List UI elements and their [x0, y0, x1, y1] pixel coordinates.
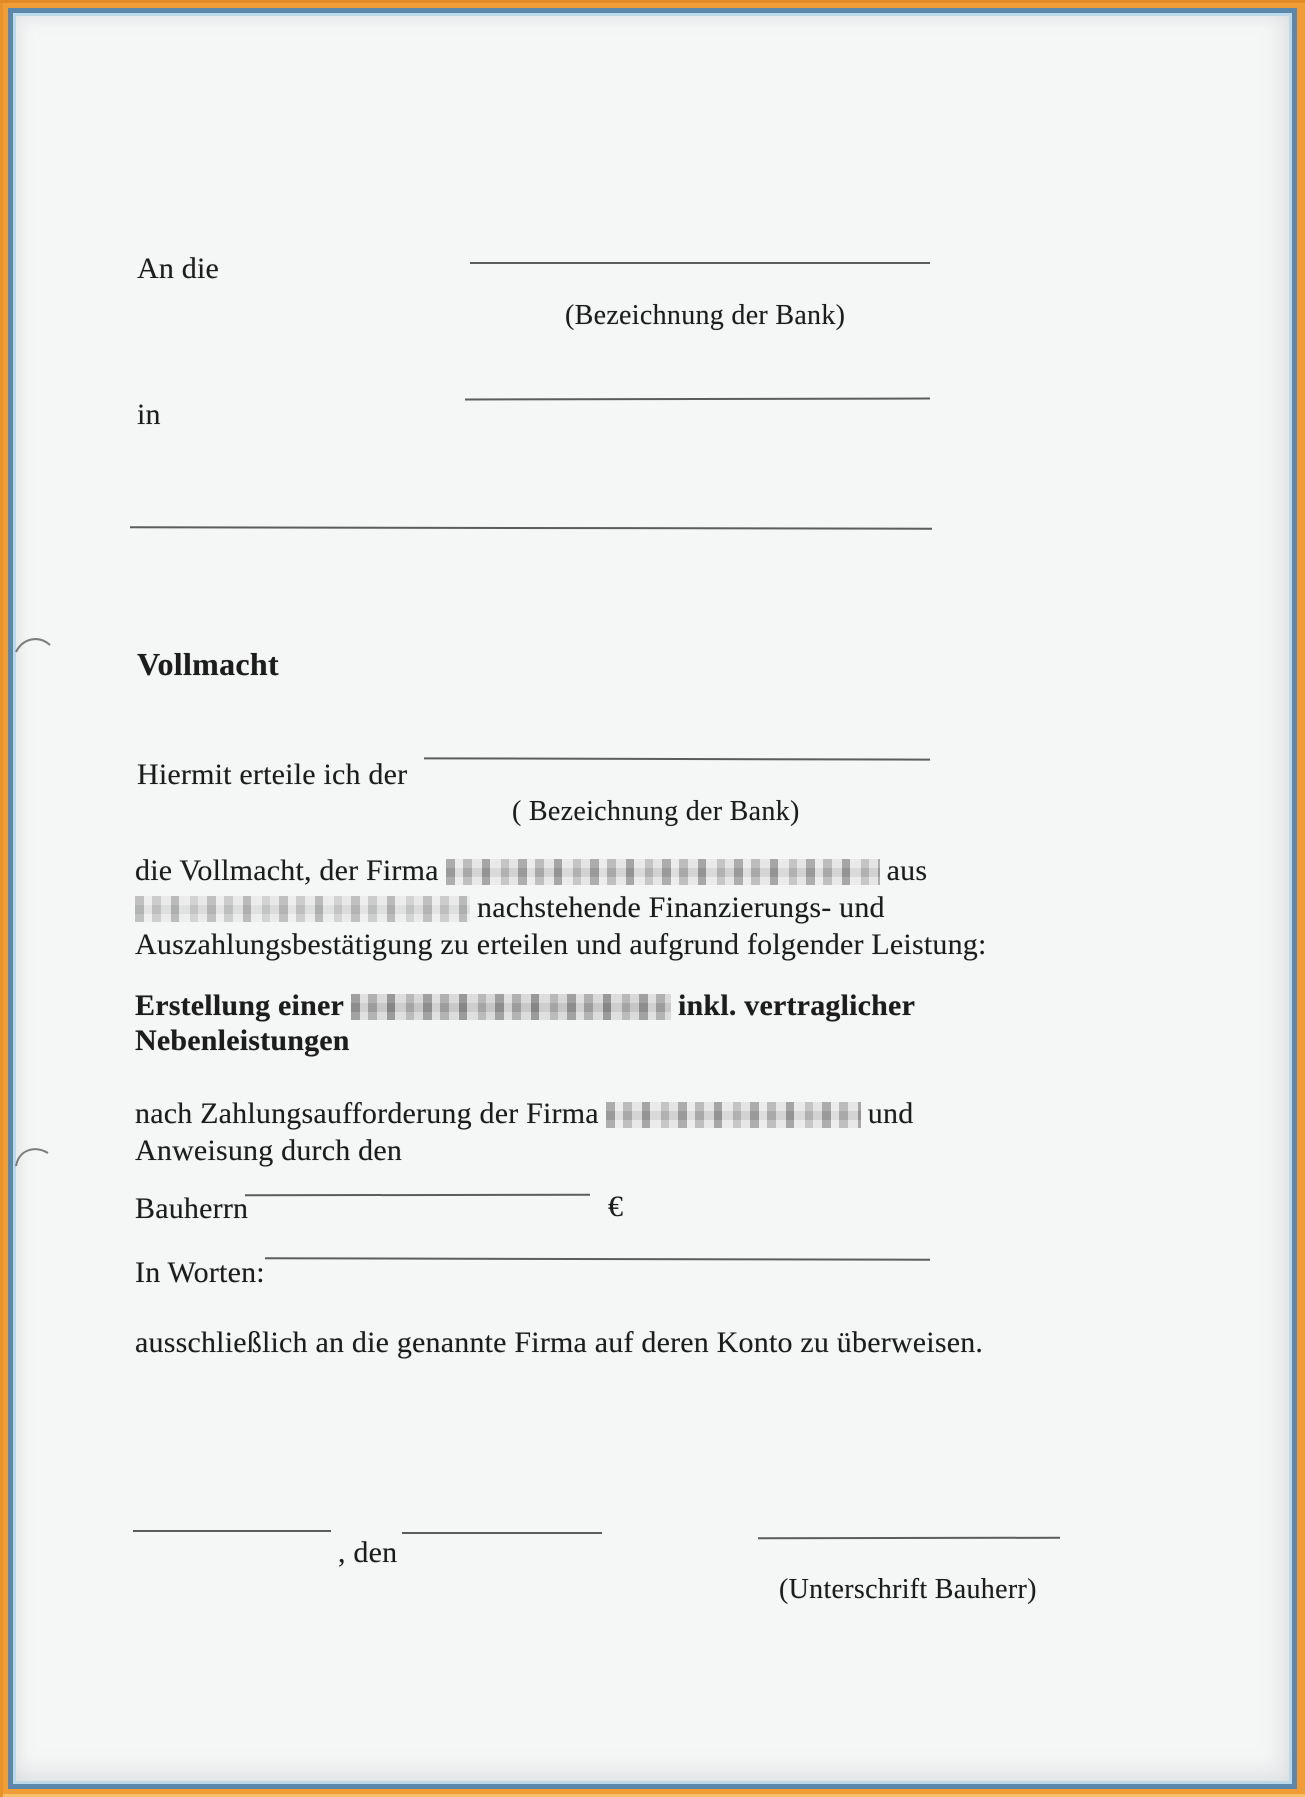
redacted-company-name [446, 859, 880, 885]
service-line1-after: inkl. vertraglicher [678, 989, 916, 1022]
punch-hole-arc-bottom [14, 1144, 54, 1170]
redacted-company-address [135, 896, 470, 922]
service-line2: Nebenleistungen [135, 1024, 350, 1057]
payment-line1-after: und [867, 1097, 914, 1130]
currency-symbol: € [608, 1190, 624, 1223]
punch-hole-arc-top [14, 634, 54, 656]
builder-label: Bauherrn [135, 1192, 249, 1225]
payment-paragraph [135, 1095, 913, 1169]
redacted-company-name-2 [606, 1102, 861, 1128]
amount-words-label: In Worten: [135, 1256, 265, 1289]
grant-intro: Hiermit erteile ich der [137, 758, 408, 791]
date-label: , den [338, 1536, 398, 1569]
service-description [135, 988, 915, 1058]
redacted-service-name [351, 994, 671, 1020]
blank-line-date [402, 1532, 602, 1534]
page-title: Vollmacht [137, 646, 279, 682]
blank-line-place [133, 1530, 331, 1532]
location-label: in [137, 398, 161, 431]
bank-caption-mid: ( Bezeichnung der Bank) [512, 796, 800, 827]
service-line1-before: Erstellung einer [135, 989, 345, 1022]
authorization-line1-after: aus [886, 854, 928, 887]
bank-caption-top: (Bezeichnung der Bank) [565, 300, 846, 331]
signature-caption: (Unterschrift Bauherr) [779, 1574, 1037, 1605]
blank-line-bank-name [470, 262, 930, 264]
authorization-line3: Auszahlungsbestätigung zu erteilen und aufgrund folgender Leistung: [135, 928, 987, 961]
authorization-line2-after: nachstehende Finanzierungs- und [477, 891, 885, 924]
salutation-label: An die [137, 252, 220, 285]
authorization-paragraph [135, 852, 987, 963]
authorization-line1-before: die Vollmacht, der Firma [135, 854, 439, 887]
payment-line1-before: nach Zahlungsaufforderung der Firma [135, 1097, 599, 1130]
transfer-clause: ausschließlich an die genannte Firma auf deren Konto zu überweisen. [135, 1326, 984, 1359]
payment-line2: Anweisung durch den [135, 1134, 403, 1167]
